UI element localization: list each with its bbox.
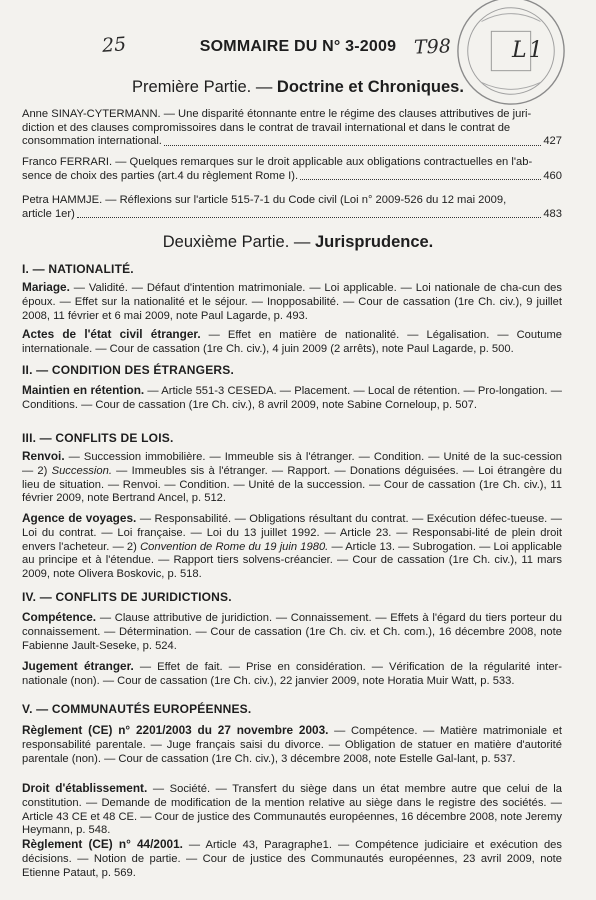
handwritten-mark: L1 — [512, 38, 545, 63]
part-two-title: Jurisprudence. — [314, 233, 434, 251]
entry-line: Anne SINAY-CYTERMANN. — Une disparité étonnante entre le régime des clauses attributives de juri- — [22, 108, 532, 120]
case-entry — [22, 281, 562, 323]
part-two-label: Deuxième Partie. — — [162, 233, 315, 251]
doctrine-entry — [22, 156, 562, 183]
case-title: Règlement (CE) n° 2201/2003 du 27 novembre 2003. — [22, 723, 329, 737]
dot-leader — [164, 145, 541, 146]
case-entry — [22, 782, 562, 838]
case-body: — Effet en matière de nationalité. — Légalisation. — Coutume internationale. — Cour de cassation (1re Ch. civ.), 4 juin 2009 (2 arrêts), note Paul Lagarde, p. 500. — [22, 329, 562, 355]
case-title: Agence de voyages. — [22, 511, 137, 525]
case-entry — [22, 328, 562, 357]
entry-line: article 1er) — [22, 207, 75, 220]
section-heading: IV. — CONFLITS DE JURIDICTIONS. — [22, 590, 232, 604]
case-subject: Succession. — [51, 464, 112, 477]
case-body: — Immeubles sis à l'étranger. — Rapport. — Donations déguisées. — Loi étrangère du lieu de situation. — Renvoi. — Condition. — Unité de la succession. — Cour de cassation (1re Ch. civ.), 11 février 2009, note Bertrand Ancel, p. 512. — [22, 464, 562, 505]
part-two-heading — [0, 233, 596, 252]
case-body: — Validité. — Défaut d'intention matrimoniale. — Loi applicable. — Loi nationale de cha-cun des époux. — Effet sur la nationalité et le séjour. — Inopposabilité. — Cour de cassation (1re Ch. civ.), 9 juillet 2008, 11 février et 6 mai 2009, note Paul Lagarde, p. 493. — [22, 282, 562, 322]
entry-line: Franco FERRARI. — Quelques remarques sur le droit applicable aux obligations contractuelles en l'ab- — [22, 156, 533, 168]
doctrine-entry — [22, 108, 562, 149]
entry-last-line — [22, 135, 562, 149]
case-entry — [22, 512, 562, 582]
case-title: Compétence. — [22, 610, 97, 624]
page-title: SOMMAIRE DU N° 3-2009 — [199, 38, 397, 55]
case-body: — Responsabilité. — Obligations résultant du contrat. — Exécution défec-tueuse. — Loi du contrat. — Loi française. — Loi du 13 juillet 1992. — Article 23. — Responsabi-lité de plein droit envers l'acheteur. — 2) — [22, 513, 562, 553]
case-body: — Succession immobilière. — Immeuble sis à l'étranger. — Condition. — Unité de la suc-cession — 2) — [22, 451, 562, 477]
page-number: 460 — [543, 169, 562, 182]
case-entry — [22, 611, 562, 653]
page-number: 483 — [543, 207, 562, 220]
case-title: Renvoi. — [22, 449, 65, 463]
case-title: Maintien en rétention. — [22, 383, 145, 397]
section-heading: I. — NATIONALITÉ. — [22, 262, 134, 276]
case-entry — [22, 724, 562, 766]
case-entry — [22, 838, 562, 880]
dot-leader — [300, 179, 541, 180]
section-heading: II. — CONDITION DES ÉTRANGERS. — [22, 363, 235, 377]
case-body: — Compétence. — Matière matrimoniale et responsabilité parentale. — Juge français saisi du divorce. — Obligation de statuer en matière d'autorité parentale (non). — Cour de cassation (1re Ch. civ.), 3 décembre 2008, note Estelle Gal-lant, p. 537. — [22, 725, 562, 765]
handwritten-code: T98 — [413, 35, 452, 59]
doctrine-entry — [22, 194, 562, 221]
case-body: — Article 43, Paragraphe1. — Compétence judiciaire et exécution des décisions. — Notion de partie. — Cour de justice des Communautés européennes, 23 avril 2009, note Etienne Pataut, p. 569. — [22, 839, 562, 879]
handwritten-number: 25 — [101, 33, 127, 57]
part-one-heading — [0, 78, 596, 97]
case-title: Mariage. — [22, 280, 70, 294]
entry-line: diction et des clauses compromissoires dans le contrat de travail international et dans le contrat de — [22, 121, 511, 134]
dot-leader — [77, 217, 541, 218]
case-body: — Article 13. — Subrogation. — Loi applicable au principe et à l'étendue. — Rapport tiers solvens-créancier. — Cour de cassation (1re Ch. civ.), 11 mars 2009, note Olivera Boskovic, p. 518. — [22, 540, 562, 581]
case-title: Règlement (CE) n° 44/2001. — [22, 837, 183, 851]
section-heading: V. — COMMUNAUTÉS EUROPÉENNES. — [22, 702, 252, 716]
entry-line: consommation international. — [22, 135, 162, 148]
page-number: 427 — [543, 135, 562, 148]
entry-line: sence de choix des parties (art.4 du règlement Rome I). — [22, 169, 299, 182]
entry-last-line — [22, 170, 562, 184]
part-one-label: Première Partie. — — [132, 78, 277, 96]
section-heading: III. — CONFLITS DE LOIS. — [22, 431, 174, 445]
entry-last-line — [22, 208, 562, 222]
case-body: — Clause attributive de juridiction. — Connaissement. — Effets à l'égard du tiers porteur du connaissement. — Détermination. — Cour de cassation (1re Ch. civ. et Ch. com.), 16 décembre 2008, note Fabienne Jault-Seseke, p. 524. — [22, 612, 562, 652]
part-one-title: Doctrine et Chroniques. — [276, 78, 464, 96]
case-entry — [22, 384, 562, 413]
case-title: Jugement étranger. — [22, 659, 134, 673]
case-body: — Effet de fait. — Prise en considération. — Vérification de la régularité inter-nationale (non). — Cour de cassation (1re Ch. civ.), 22 janvier 2009, note Horatia Muir Watt, p. 533. — [22, 661, 563, 687]
case-body: — Société. — Transfert du siège dans un état membre autre que celui de la constitution. — Demande de modification de la mention relative au siège dans le registre des sociétés. — Article 43 CE et 48 CE. — Cour de justice des Communautés européennes, 16 décembre 2008, note Jeremy Heymann, p. 548. — [22, 783, 562, 837]
case-subject: Convention de Rome du 19 juin 1980. — [140, 540, 329, 553]
case-body: — Article 551-3 CESEDA. — Placement. — Local de rétention. — Pro-longation. — Conditions. — Cour de cassation (1re Ch. civ.), 8 avril 2009, note Sabine Corneloup, p. 507. — [22, 385, 562, 411]
case-title: Droit d'établissement. — [22, 781, 148, 795]
case-entry — [22, 450, 562, 506]
case-entry — [22, 660, 562, 689]
case-title: Actes de l'état civil étranger. — [22, 327, 201, 341]
entry-line: Petra HAMMJE. — Réflexions sur l'article 515-7-1 du Code civil (Loi n° 2009-526 du 12 mai 2009, — [22, 194, 507, 206]
